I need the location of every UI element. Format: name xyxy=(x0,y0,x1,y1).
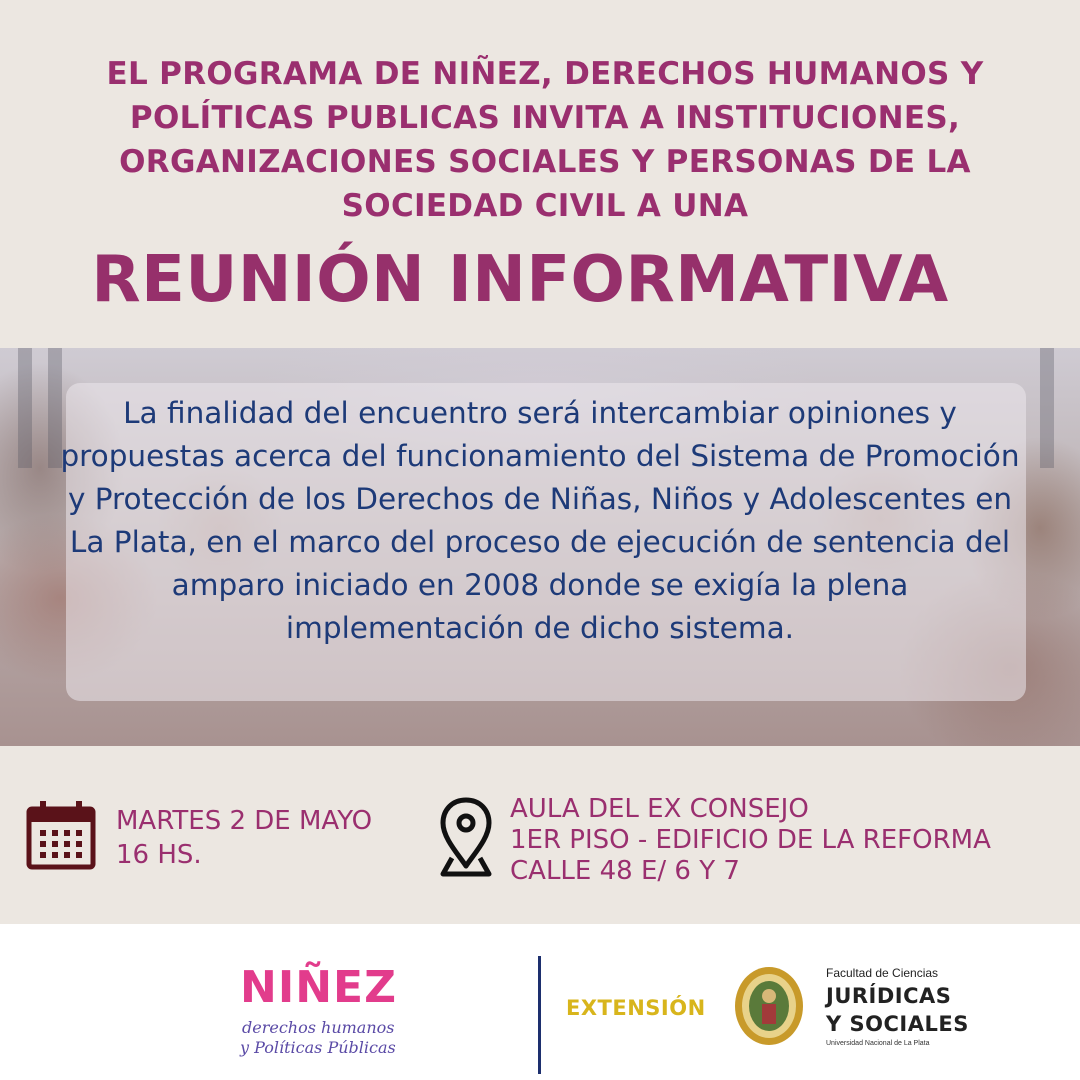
calendar-icon xyxy=(26,800,96,870)
faculty-small-label: Facultad de Ciencias xyxy=(826,966,939,980)
footer-divider xyxy=(538,956,541,1074)
header xyxy=(0,0,1080,348)
event-time: 16 HS. xyxy=(116,840,202,870)
photo-detail xyxy=(18,348,32,468)
place-line-2: 1ER PISO - EDIFICIO DE LA REFORMA xyxy=(510,825,991,855)
ninez-logo-subtitle-1: derechos humanos xyxy=(242,1018,395,1037)
body-text: La finalidad del encuentro será intercambiar opiniones y propuestas acerca del funcionamiento del Sistema de Promoción y Protección de los Derechos de Niñas, Niños y Adolescentes en La Plata, en el marco del proceso de ejecución de sentencia del amparo iniciado en 2008 donde se exigía la plena implementación de dicho sistema. xyxy=(60,396,1020,645)
place-line-3: CALLE 48 E/ 6 Y 7 xyxy=(510,856,740,886)
event-info xyxy=(0,746,1080,924)
place-line-1: AULA DEL EX CONSEJO xyxy=(510,794,809,824)
page-title: REUNIÓN INFORMATIVA xyxy=(91,243,949,317)
photo-detail xyxy=(1040,348,1054,468)
university-name: Universidad Nacional de La Plata xyxy=(826,1040,930,1047)
intro-text: EL PROGRAMA DE NIÑEZ, DERECHOS HUMANOS Y POLÍTICAS PUBLICAS INVITA A INSTITUCIONES, ORGANIZACIONES SOCIALES Y PERSONAS DE LA SOCIEDAD CIVIL A UNA xyxy=(106,56,984,224)
event-date: MARTES 2 DE MAYO xyxy=(116,806,373,836)
event-place xyxy=(510,794,991,887)
faculty-name-2: Y SOCIALES xyxy=(826,1012,969,1036)
ninez-logo xyxy=(240,964,420,1064)
extension-label: EXTENSIÓN xyxy=(566,996,706,1020)
location-pin-icon xyxy=(438,796,494,878)
ninez-logo-title: NIÑEZ xyxy=(240,962,397,1013)
footer xyxy=(0,924,1080,1080)
event-datetime xyxy=(116,804,372,872)
audience-photo xyxy=(0,348,1080,746)
faculty-name-1: JURÍDICAS xyxy=(826,984,952,1008)
university-seal-icon xyxy=(732,964,806,1048)
ninez-logo-subtitle-2: y Políticas Públicas xyxy=(240,1038,396,1057)
